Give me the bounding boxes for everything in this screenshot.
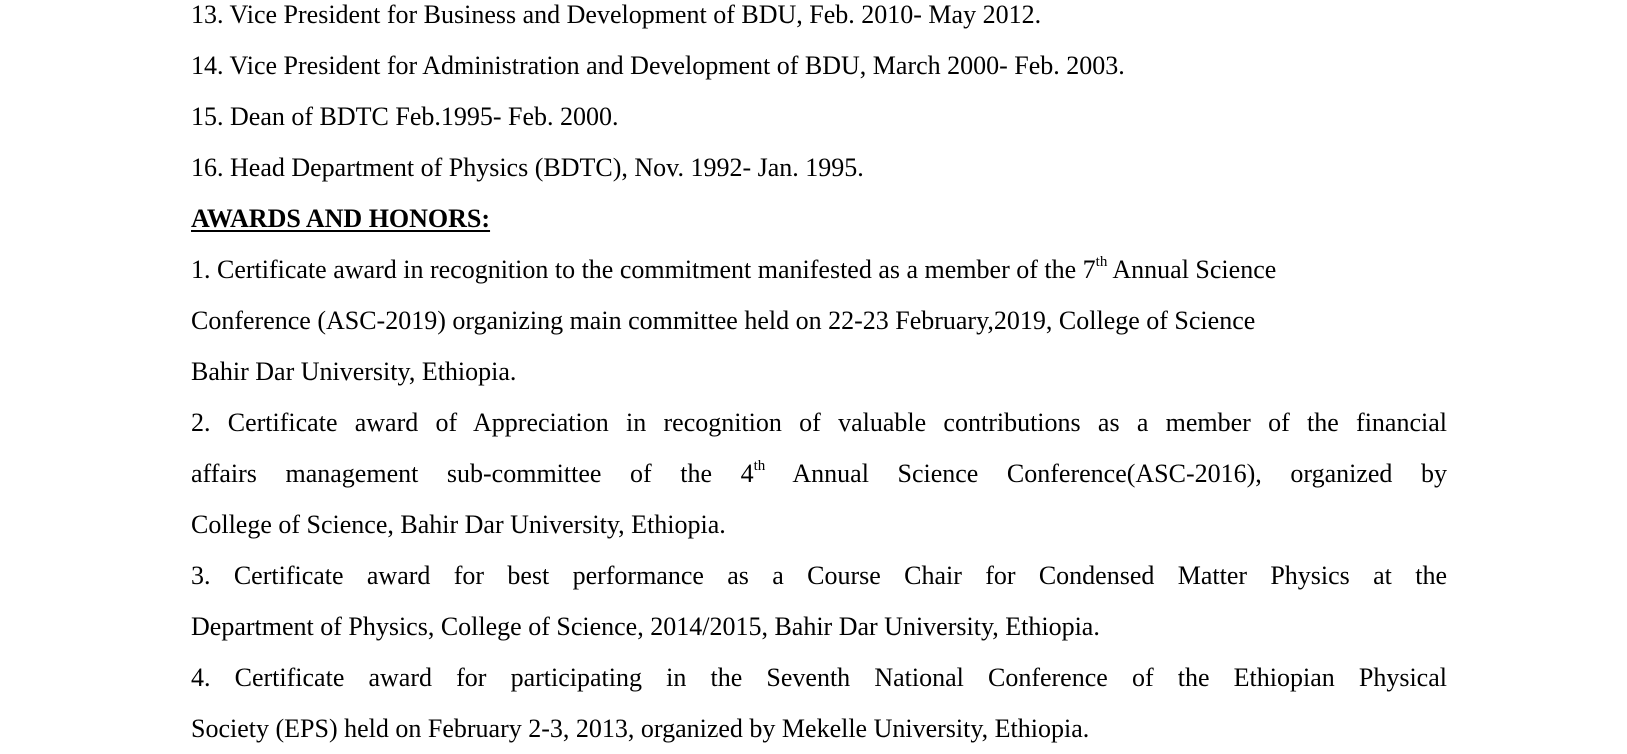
award-1-line-3: Bahir Dar University, Ethiopia. — [191, 357, 517, 386]
award-1-text-b: Annual Science — [1107, 255, 1277, 284]
award-2-line-2 — [191, 448, 1447, 499]
award-2-line-3: College of Science, Bahir Dar University, Ethiopia. — [191, 510, 726, 539]
awards-heading: AWARDS AND HONORS: — [191, 204, 491, 233]
award-2-ordinal: th — [753, 458, 766, 474]
position-item-15: 15. Dean of BDTC Feb.1995- Feb. 2000. — [191, 102, 619, 131]
award-4-line-1: 4. Certificate award for participating in the Seventh National Conference of the Ethiopian Physical — [191, 663, 1447, 692]
award-3-line-2: Department of Physics, College of Science, 2014/2015, Bahir Dar University, Ethiopia. — [191, 612, 1100, 641]
positions-list — [191, 0, 1447, 244]
award-2-text-b: Annual Science Conference(ASC-2016), organized by — [765, 459, 1447, 488]
award-1-line-2: Conference (ASC-2019) organizing main committee held on 22-23 February,2019, College of Science — [191, 306, 1256, 335]
award-1-ordinal: th — [1095, 254, 1108, 270]
award-1-line-1 — [191, 244, 1447, 295]
award-item-4 — [191, 652, 1447, 754]
award-4-line-2: Society (EPS) held on February 2-3, 2013, organized by Mekelle University, Ethiopia. — [191, 714, 1090, 743]
award-1-text-a: 1. Certificate award in recognition to the commitment manifested as a member of the 7 — [191, 255, 1096, 284]
position-item-14: 14. Vice President for Administration and Development of BDU, March 2000- Feb. 2003. — [191, 51, 1125, 80]
awards-list — [191, 244, 1447, 754]
award-item-1 — [191, 244, 1447, 397]
award-item-2 — [191, 397, 1447, 550]
award-3-line-1: 3. Certificate award for best performance as a Course Chair for Condensed Matter Physics at the — [191, 561, 1447, 590]
position-item-16: 16. Head Department of Physics (BDTC), Nov. 1992- Jan. 1995. — [191, 153, 864, 182]
position-item-13: 13. Vice President for Business and Development of BDU, Feb. 2010- May 2012. — [191, 0, 1042, 29]
award-2-line-1: 2. Certificate award of Appreciation in recognition of valuable contributions as a member of the financial — [191, 408, 1447, 437]
award-item-3 — [191, 550, 1447, 652]
award-2-text-a: affairs management sub-committee of the 4 — [191, 459, 754, 488]
